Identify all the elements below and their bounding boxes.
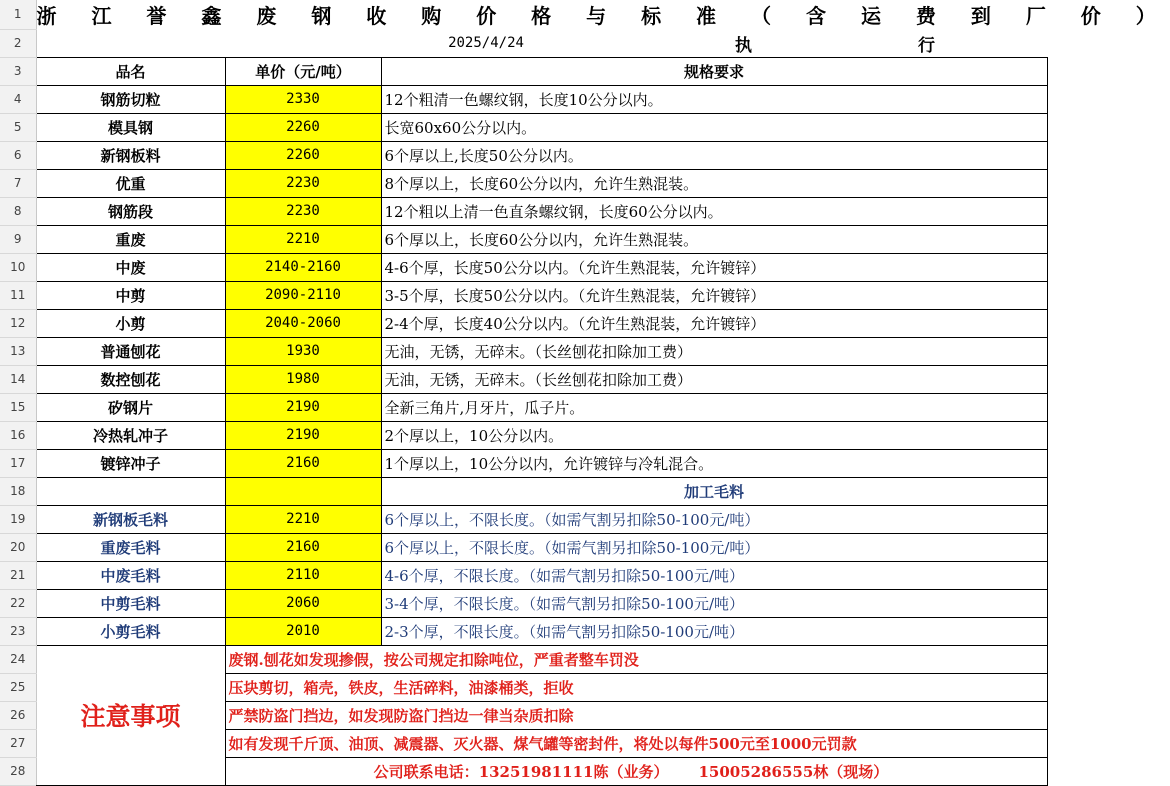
row-number[interactable]: 17 [0, 449, 36, 477]
item-spec[interactable]: 6个厚以上，长度60公分以内，允许生熟混装。 [381, 225, 1047, 253]
item-price[interactable]: 2140-2160 [225, 253, 381, 281]
contact-phone-1: 13251981111陈（业务） [478, 762, 669, 781]
raw-item-price[interactable]: 2010 [225, 617, 381, 645]
raw-item-spec[interactable]: 4-6个厚，不限长度。（如需气割另扣除50-100元/吨） [381, 561, 1047, 589]
section-label[interactable]: 加工毛料 [381, 477, 1047, 505]
item-name[interactable]: 数控刨花 [36, 365, 225, 393]
row-number[interactable]: 12 [0, 309, 36, 337]
item-spec[interactable]: 3-5个厚，长度50公分以内。（允许生熟混装，允许镀锌） [381, 281, 1047, 309]
row-number[interactable]: 1 [0, 0, 36, 29]
table-row [0, 617, 1047, 645]
raw-item-name[interactable]: 重废毛料 [36, 533, 225, 561]
table-row [0, 225, 1047, 253]
item-price[interactable]: 2190 [225, 421, 381, 449]
row-number[interactable]: 3 [0, 57, 36, 85]
item-name[interactable]: 中废 [36, 253, 225, 281]
item-price[interactable]: 2040-2060 [225, 309, 381, 337]
notice-label[interactable]: 注意事项 [36, 645, 225, 785]
raw-item-spec[interactable]: 6个厚以上，不限长度。（如需气割另扣除50-100元/吨） [381, 505, 1047, 533]
item-price[interactable]: 2210 [225, 225, 381, 253]
table-row [0, 421, 1047, 449]
notice-text[interactable]: 废钢.刨花如发现掺假，按公司规定扣除吨位，严重者整车罚没 [225, 645, 1047, 673]
item-name[interactable]: 钢筋切粒 [36, 85, 225, 113]
item-name[interactable]: 镀锌冲子 [36, 449, 225, 477]
item-spec[interactable]: 长宽60x60公分以内。 [381, 113, 1047, 141]
row-number[interactable]: 15 [0, 393, 36, 421]
row-number[interactable]: 11 [0, 281, 36, 309]
notice-text[interactable]: 压块剪切，箱壳，铁皮，生活碎料，油漆桶类，拒收 [225, 673, 1047, 701]
item-spec[interactable]: 12个粗清一色螺纹钢，长度10公分以内。 [381, 85, 1047, 113]
item-price[interactable]: 2090-2110 [225, 281, 381, 309]
row-number[interactable]: 24 [0, 645, 36, 673]
raw-item-name[interactable]: 小剪毛料 [36, 617, 225, 645]
item-spec[interactable]: 4-6个厚，长度50公分以内。（允许生熟混装，允许镀锌） [381, 253, 1047, 281]
row-number[interactable]: 10 [0, 253, 36, 281]
date-row [0, 29, 1047, 57]
row-number[interactable]: 20 [0, 533, 36, 561]
item-price[interactable]: 2160 [225, 449, 381, 477]
item-name[interactable]: 小剪 [36, 309, 225, 337]
notice-text[interactable]: 如有发现千斤顶、油顶、减震器、灭火器、煤气罐等密封件，将处以每件500元至1000元罚款 [225, 729, 1047, 757]
raw-item-price[interactable]: 2160 [225, 533, 381, 561]
table-row [0, 365, 1047, 393]
item-spec[interactable]: 2-4个厚，长度40公分以内。（允许生熟混装，允许镀锌） [381, 309, 1047, 337]
row-number[interactable]: 5 [0, 113, 36, 141]
raw-item-spec[interactable]: 3-4个厚，不限长度。（如需气割另扣除50-100元/吨） [381, 589, 1047, 617]
item-name[interactable]: 优重 [36, 169, 225, 197]
table-row [0, 561, 1047, 589]
raw-item-name[interactable]: 中剪毛料 [36, 589, 225, 617]
table-row [0, 141, 1047, 169]
notice-text[interactable]: 严禁防盗门挡边，如发现防盗门挡边一律当杂质扣除 [225, 701, 1047, 729]
row-number[interactable]: 23 [0, 617, 36, 645]
item-name[interactable]: 模具钢 [36, 113, 225, 141]
row-number[interactable]: 19 [0, 505, 36, 533]
effective-date: 2025/4/24 [448, 34, 524, 51]
row-number[interactable]: 16 [0, 421, 36, 449]
exec-label-right: 行 [918, 36, 935, 56]
row-number[interactable]: 13 [0, 337, 36, 365]
contact-cell[interactable] [225, 757, 1047, 785]
date-exec-cell[interactable] [225, 29, 1047, 57]
raw-item-price[interactable]: 2060 [225, 589, 381, 617]
row-number[interactable]: 14 [0, 365, 36, 393]
item-spec[interactable]: 8个厚以上，长度60公分以内，允许生熟混装。 [381, 169, 1047, 197]
table-row [0, 533, 1047, 561]
item-spec[interactable]: 全新三角片,月牙片，瓜子片。 [381, 393, 1047, 421]
item-price[interactable]: 2230 [225, 169, 381, 197]
item-spec[interactable]: 6个厚以上,长度50公分以内。 [381, 141, 1047, 169]
item-name[interactable]: 新钢板料 [36, 141, 225, 169]
exec-label-left: 执 [735, 36, 752, 56]
raw-item-price[interactable]: 2210 [225, 505, 381, 533]
notice-row [0, 645, 1047, 673]
item-name[interactable]: 中剪 [36, 281, 225, 309]
table-row [0, 309, 1047, 337]
item-name[interactable]: 冷热轧冲子 [36, 421, 225, 449]
raw-item-spec[interactable]: 2-3个厚，不限长度。（如需气割另扣除50-100元/吨） [381, 617, 1047, 645]
table-row [0, 393, 1047, 421]
header-spec[interactable]: 规格要求 [381, 57, 1047, 85]
row-number[interactable]: 7 [0, 169, 36, 197]
title-row [0, 0, 1047, 29]
item-price[interactable]: 2190 [225, 393, 381, 421]
item-price[interactable]: 1980 [225, 365, 381, 393]
header-price[interactable]: 单价（元/吨） [225, 57, 381, 85]
contact-phone-2: 15005286555林（现场） [698, 762, 889, 781]
table-row [0, 505, 1047, 533]
item-price[interactable]: 2230 [225, 197, 381, 225]
row-number[interactable]: 28 [0, 757, 36, 785]
row-number[interactable]: 8 [0, 197, 36, 225]
row-number[interactable]: 26 [0, 701, 36, 729]
table-row [0, 253, 1047, 281]
item-spec[interactable]: 12个粗以上清一色直条螺纹钢，长度60公分以内。 [381, 197, 1047, 225]
sheet-title[interactable]: 浙 江 誉 鑫 废 钢 收 购 价 格 与 标 准 （ 含 运 费 到 厂 价 ） [36, 4, 1170, 28]
raw-item-name[interactable]: 新钢板毛料 [36, 505, 225, 533]
table-row [0, 449, 1047, 477]
item-spec[interactable]: 2个厚以上，10公分以内。 [381, 421, 1047, 449]
item-price[interactable]: 2260 [225, 113, 381, 141]
row-number[interactable]: 4 [0, 85, 36, 113]
item-price[interactable]: 1930 [225, 337, 381, 365]
header-row [0, 57, 1047, 85]
table-row [0, 589, 1047, 617]
item-price[interactable]: 2330 [225, 85, 381, 113]
table-row [0, 337, 1047, 365]
row-number[interactable]: 6 [0, 141, 36, 169]
item-spec[interactable]: 1个厚以上，10公分以内，允许镀锌与冷轧混合。 [381, 449, 1047, 477]
item-spec[interactable]: 无油，无锈，无碎末。（长丝刨花扣除加工费） [381, 337, 1047, 365]
empty-cell[interactable] [36, 477, 225, 505]
table-row [0, 169, 1047, 197]
contact-label: 公司联系电话： [373, 762, 479, 781]
row-number[interactable]: 27 [0, 729, 36, 757]
row-number[interactable]: 18 [0, 477, 36, 505]
empty-price-cell[interactable] [225, 477, 381, 505]
table-row [0, 281, 1047, 309]
table-row [0, 85, 1047, 113]
raw-item-price[interactable]: 2110 [225, 561, 381, 589]
raw-item-spec[interactable]: 6个厚以上，不限长度。（如需气割另扣除50-100元/吨） [381, 533, 1047, 561]
raw-item-name[interactable]: 中废毛料 [36, 561, 225, 589]
item-name[interactable]: 普通刨花 [36, 337, 225, 365]
section-row [0, 477, 1047, 505]
header-name[interactable]: 品名 [36, 57, 225, 85]
empty-cell[interactable] [36, 29, 225, 57]
row-number[interactable]: 22 [0, 589, 36, 617]
row-number[interactable]: 2 [0, 29, 36, 57]
row-number[interactable]: 25 [0, 673, 36, 701]
item-spec[interactable]: 无油，无锈，无碎末。（长丝刨花扣除加工费） [381, 365, 1047, 393]
table-row [0, 113, 1047, 141]
row-number[interactable]: 9 [0, 225, 36, 253]
table-row [0, 197, 1047, 225]
item-name[interactable]: 矽钢片 [36, 393, 225, 421]
item-price[interactable]: 2260 [225, 141, 381, 169]
item-name[interactable]: 钢筋段 [36, 197, 225, 225]
item-name[interactable]: 重废 [36, 225, 225, 253]
row-number[interactable]: 21 [0, 561, 36, 589]
